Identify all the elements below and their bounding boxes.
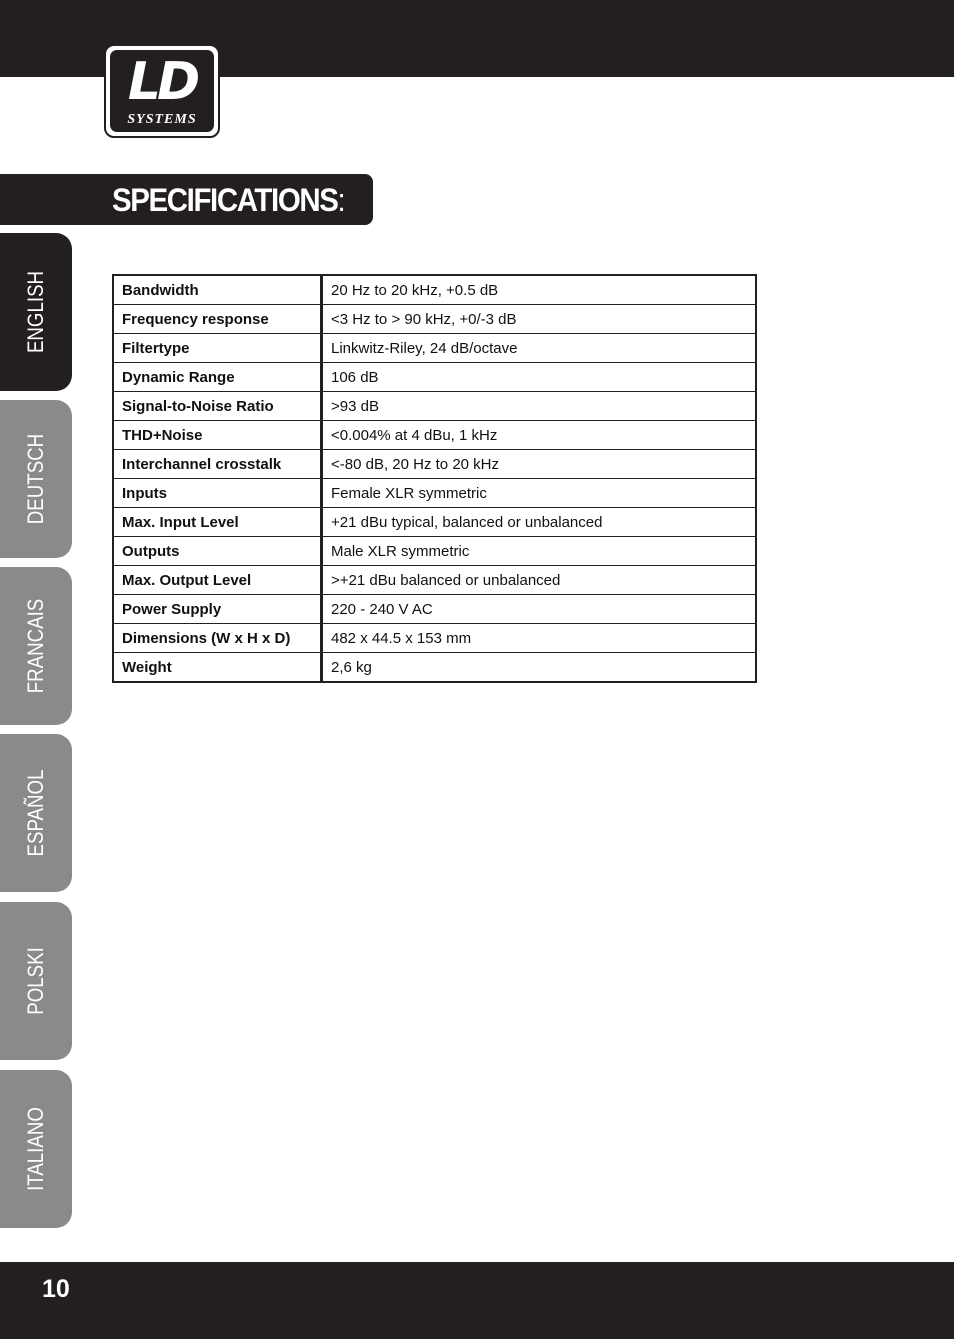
table-row [113,479,756,508]
page-title [112,180,346,220]
spec-key: Dynamic Range [113,363,322,392]
specifications-table [112,274,757,683]
spec-key: Interchannel crosstalk [113,450,322,479]
table-row [113,275,756,305]
table-row [113,305,756,334]
table-row [113,537,756,566]
section-title-bar [0,174,373,225]
tab-label: ESPAÑOL [23,769,48,857]
table-row [113,334,756,363]
page-number: 10 [42,1275,70,1303]
spec-value: 220 - 240 V AC [322,595,757,624]
table-row [113,566,756,595]
logo-wordmark: SYSTEMS [127,112,197,127]
spec-key: Max. Output Level [113,566,322,595]
spec-value: 482 x 44.5 x 153 mm [322,624,757,653]
spec-key: Inputs [113,479,322,508]
spec-value: Linkwitz-Riley, 24 dB/octave [322,334,757,363]
spec-key: Frequency response [113,305,322,334]
spec-value: 106 dB [322,363,757,392]
tab-francais[interactable] [0,567,72,725]
spec-value: >93 dB [322,392,757,421]
tab-label: DEUTSCH [23,433,48,525]
tab-italiano[interactable] [0,1070,72,1228]
table-row [113,363,756,392]
table-row [113,595,756,624]
spec-key: Max. Input Level [113,508,322,537]
spec-value: <-80 dB, 20 Hz to 20 kHz [322,450,757,479]
tab-espanol[interactable] [0,734,72,892]
spec-value: +21 dBu typical, balanced or unbalanced [322,508,757,537]
logo-badge [110,50,214,132]
logo-mark: LD [127,52,197,112]
table-row [113,653,756,683]
tab-label: POLSKI [23,947,48,1015]
table-row [113,421,756,450]
tab-label: ENGLISH [23,270,48,354]
spec-key: Signal-to-Noise Ratio [113,392,322,421]
spec-value: Female XLR symmetric [322,479,757,508]
table-row [113,508,756,537]
spec-value: >+21 dBu balanced or unbalanced [322,566,757,595]
spec-value: <3 Hz to > 90 kHz, +0/-3 dB [322,305,757,334]
spec-value: <0.004% at 4 dBu, 1 kHz [322,421,757,450]
tab-deutsch[interactable] [0,400,72,558]
spec-value: 2,6 kg [322,653,757,683]
spec-value: Male XLR symmetric [322,537,757,566]
page-title-colon: : [337,182,346,218]
spec-key: THD+Noise [113,421,322,450]
tab-label: ITALIANO [23,1107,48,1191]
spec-key: Filtertype [113,334,322,363]
tab-english[interactable] [0,233,72,391]
tab-polski[interactable] [0,902,72,1060]
spec-key: Bandwidth [113,275,322,305]
bottom-footer-bar [0,1262,954,1339]
spec-key: Power Supply [113,595,322,624]
tab-label: FRANCAIS [23,598,48,694]
table-row [113,392,756,421]
table-row [113,450,756,479]
spec-key: Dimensions (W x H x D) [113,624,322,653]
spec-key: Weight [113,653,322,683]
page-title-text: SPECIFICATIONS [112,182,338,218]
spec-value: 20 Hz to 20 kHz, +0.5 dB [322,275,757,305]
ld-systems-logo [104,44,220,138]
table-row [113,624,756,653]
spec-key: Outputs [113,537,322,566]
